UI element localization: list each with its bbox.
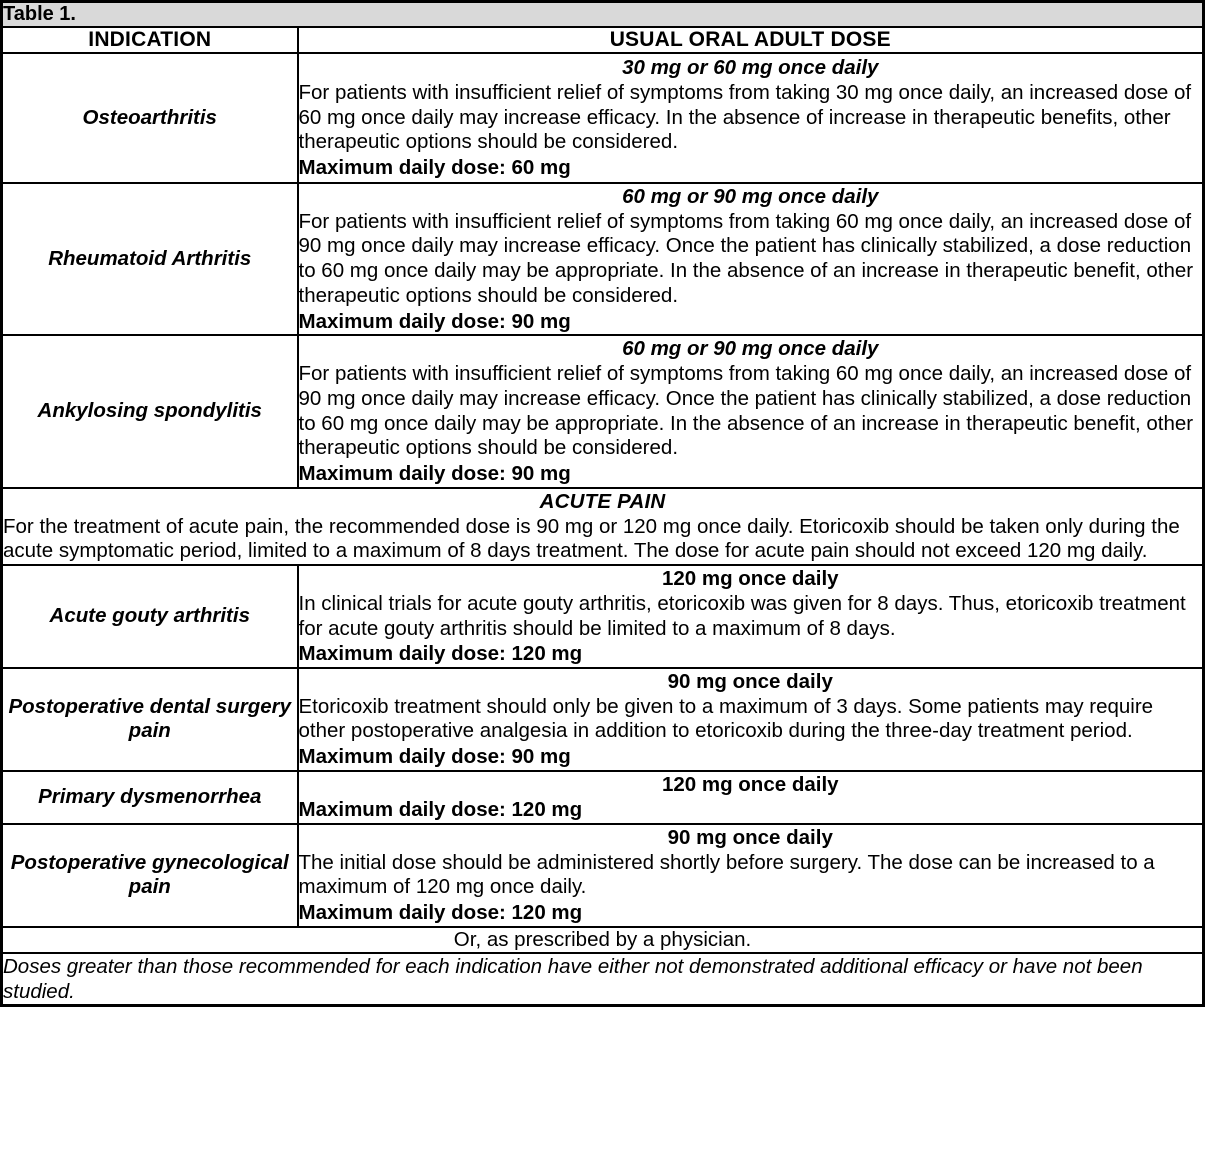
dose-heading: 30 mg or 60 mg once daily <box>622 56 879 80</box>
dose-heading: 90 mg once daily <box>667 669 833 693</box>
dose-heading: 90 mg once daily <box>667 826 833 850</box>
indication-rheumatoid-arthritis: Rheumatoid Arthritis <box>2 183 298 335</box>
table-row <box>2 668 1204 771</box>
column-header-indication: INDICATION <box>2 27 298 53</box>
dose-description: For patients with insufficient relief of symptoms from taking 30 mg once daily, an increased dose of 60 mg once daily may increase efficacy. In the absence of increase in therapeutic benefits, other therapeutic options should be considered. <box>298 80 1192 154</box>
table-caption-row <box>2 2 1204 28</box>
maximum-daily-dose: Maximum daily dose: 120 mg <box>298 642 583 666</box>
maximum-daily-dose: Maximum daily dose: 90 mg <box>298 462 571 486</box>
indication-postoperative-dental-surgery-pain: Postoperative dental surgery pain <box>2 668 298 771</box>
table-row <box>2 335 1204 487</box>
indication-postoperative-gynecological-pain: Postoperative gynecological pain <box>2 824 298 927</box>
dose-description: For patients with insufficient relief of symptoms from taking 60 mg once daily, an increased dose of 90 mg once daily may increase efficacy. Once the patient has clinically stabilized, a dose reduction to 60 mg once daily may be appropriate. In the absence of an increase in therapeutic benefit, other therapeutic options should be considered. <box>298 362 1194 460</box>
table-header-row <box>2 27 1204 53</box>
table-row <box>2 53 1204 183</box>
dose-cell-postoperative-dental-surgery-pain <box>298 668 1204 771</box>
maximum-daily-dose: Maximum daily dose: 90 mg <box>298 745 571 769</box>
column-header-usual-oral-adult-dose: USUAL ORAL ADULT DOSE <box>298 27 1204 53</box>
indication-acute-gouty-arthritis: Acute gouty arthritis <box>2 565 298 668</box>
indication-osteoarthritis: Osteoarthritis <box>2 53 298 183</box>
acute-pain-banner <box>2 488 1204 565</box>
acute-pain-title: ACUTE PAIN <box>539 489 666 513</box>
dose-heading: 60 mg or 90 mg once daily <box>622 337 879 361</box>
table-caption: Table 1. <box>2 2 1204 28</box>
dose-heading: 60 mg or 90 mg once daily <box>622 185 879 208</box>
dose-heading: 120 mg once daily <box>661 567 839 591</box>
acute-pain-description: For the treatment of acute pain, the recommended dose is 90 mg or 120 mg once daily. Etoricoxib should be taken only during the acute symptomatic period, limited to a maximum of 8 days treatment. The dose for acute pain should not exceed 120 mg daily. <box>3 514 1180 563</box>
indication-ankylosing-spondylitis: Ankylosing spondylitis <box>2 335 298 487</box>
maximum-daily-dose: Maximum daily dose: 90 mg <box>298 309 571 333</box>
dose-cell-ankylosing-spondylitis <box>298 335 1204 487</box>
footer-dosage-note: Doses greater than those recommended for each indication have either not demonstrated additional efficacy or have not been studied. <box>2 953 1204 1006</box>
maximum-daily-dose: Maximum daily dose: 60 mg <box>298 156 571 180</box>
dose-heading: 120 mg once daily <box>661 772 839 796</box>
dose-cell-acute-gouty-arthritis <box>298 565 1204 668</box>
footer-prescribed-row <box>2 927 1204 954</box>
maximum-daily-dose: Maximum daily dose: 120 mg <box>298 798 583 822</box>
acute-pain-banner-row <box>2 488 1204 565</box>
dose-description: For patients with insufficient relief of symptoms from taking 60 mg once daily, an increased dose of 90 mg once daily may increase efficacy. Once the patient has clinically stabilized, a dose reduction to 60 mg once daily may be appropriate. In the absence of an increase in therapeutic benefit, other therapeutic options should be considered. <box>298 209 1194 308</box>
indication-primary-dysmenorrhea: Primary dysmenorrhea <box>2 771 298 824</box>
table-row <box>2 565 1204 668</box>
footer-note-row <box>2 953 1204 1006</box>
footer-prescribed-by-physician: Or, as prescribed by a physician. <box>2 927 1204 954</box>
maximum-daily-dose: Maximum daily dose: 120 mg <box>298 901 583 925</box>
dose-description: In clinical trials for acute gouty arthritis, etoricoxib was given for 8 days. Thus, etoricoxib treatment for acute gouty arthritis should be limited to a maximum of 8 days. <box>298 591 1186 640</box>
dose-description: The initial dose should be administered shortly before surgery. The dose can be increased to a maximum of 120 mg once daily. <box>298 850 1155 899</box>
dose-description: Etoricoxib treatment should only be given to a maximum of 3 days. Some patients may require other postoperative analgesia in addition to etoricoxib during the three-day treatment period. <box>298 694 1154 743</box>
table-row <box>2 771 1204 824</box>
table-row <box>2 824 1204 927</box>
dose-cell-osteoarthritis <box>298 53 1204 183</box>
dose-cell-postoperative-gynecological-pain <box>298 824 1204 927</box>
dose-cell-primary-dysmenorrhea <box>298 771 1204 824</box>
dose-cell-rheumatoid-arthritis <box>298 183 1204 335</box>
table-row <box>2 183 1204 335</box>
